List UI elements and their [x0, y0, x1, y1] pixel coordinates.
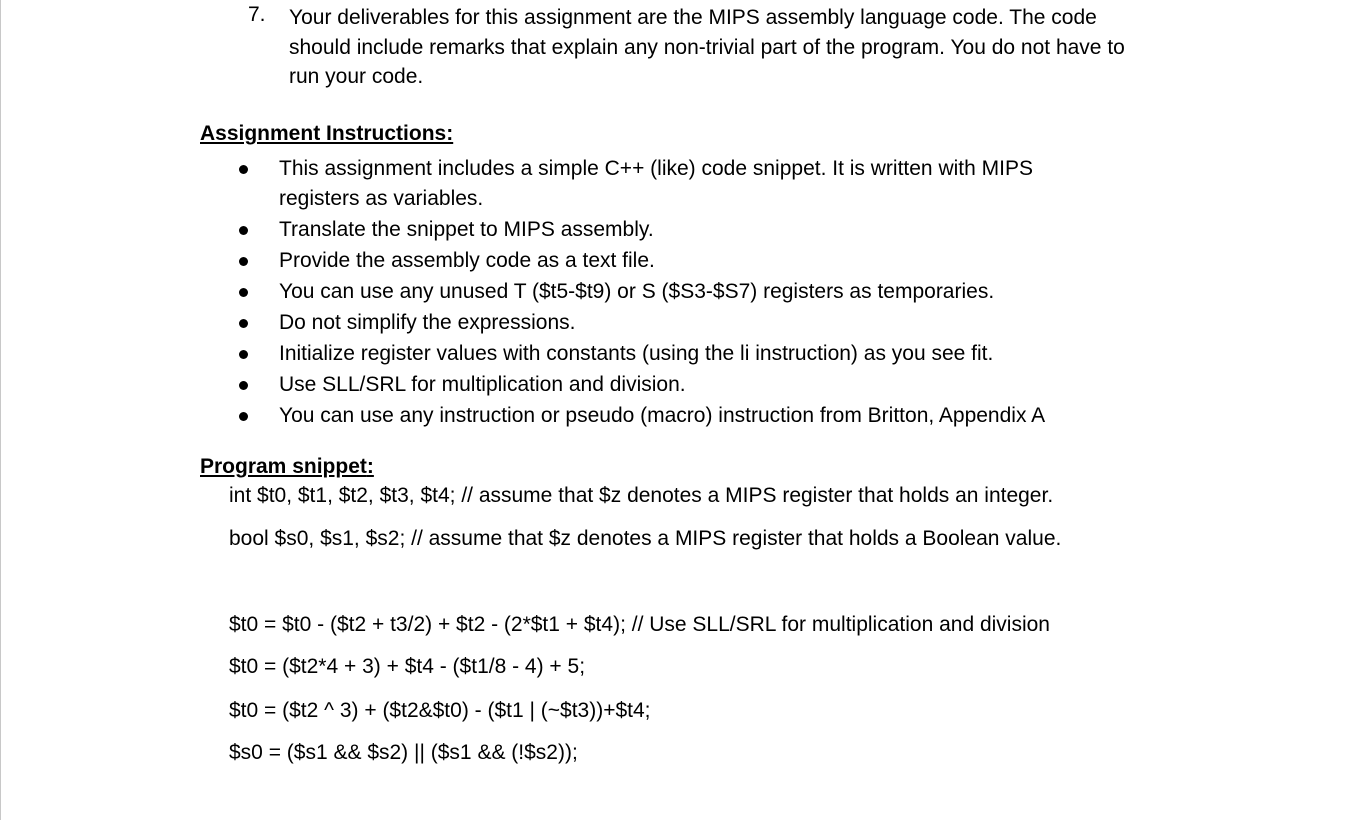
- instructions-list: [239, 154, 1119, 432]
- list-item-text: Initialize register values with constants (using the li instruction) as you see fit.: [279, 341, 994, 365]
- bullet-icon: [239, 257, 248, 266]
- code-line-expr-1: $t0 = $t0 - ($t2 + t3/2) + $t2 - (2*$t1 + $t4); // Use SLL/SRL for multiplication and division: [229, 613, 1050, 636]
- list-item: [239, 401, 1119, 431]
- code-line-expr-3: $t0 = ($t2 ^ 3) + ($t2&$t0) - ($t1 | (~$t3))+$t4;: [229, 699, 651, 722]
- program-snippet-heading-text: Program snippet: [200, 455, 367, 478]
- list-item: [239, 154, 1119, 213]
- list-item-text: This assignment includes a simple C++ (like) code snippet. It is written with MIPS registers as variables.: [279, 157, 1033, 210]
- list-item-text: Provide the assembly code as a text file.: [279, 248, 655, 272]
- list-item: [239, 246, 1119, 276]
- item-text: Your deliverables for this assignment are the MIPS assembly language code. The code should include remarks that explain any non-trivial part of the program. You do not have to run your code.: [289, 6, 1125, 88]
- list-item-text: Translate the snippet to MIPS assembly.: [279, 217, 654, 241]
- list-item: [239, 308, 1119, 338]
- heading-colon: :: [366, 455, 374, 478]
- code-line-bool-decl: bool $s0, $s1, $s2; // assume that $z denotes a MIPS register that holds a Boolean value.: [229, 527, 1062, 550]
- assignment-instructions-heading: Assignment Instructions:: [200, 122, 454, 145]
- code-line-expr-2: $t0 = ($t2*4 + 3) + $t4 - ($t1/8 - 4) + 5;: [229, 655, 586, 678]
- list-item-text: You can use any instruction or pseudo (macro) instruction from Britton, Appendix A: [279, 403, 1046, 427]
- bullet-icon: [239, 412, 248, 421]
- list-item-text: Do not simplify the expressions.: [279, 310, 576, 334]
- bullet-icon: [239, 350, 248, 359]
- list-item: [239, 339, 1119, 369]
- bullet-icon: [239, 165, 248, 174]
- bullet-icon: [239, 319, 248, 328]
- bullet-icon: [239, 288, 248, 297]
- bullet-icon: [239, 226, 248, 235]
- code-line-expr-4: $s0 = ($s1 && $s2) || ($s1 && (!$s2));: [229, 741, 578, 764]
- list-item: [239, 277, 1119, 307]
- list-item-text: You can use any unused T ($t5-$t9) or S ($S3-$S7) registers as temporaries.: [279, 279, 995, 303]
- item-number: 7.: [248, 3, 266, 26]
- list-item: [239, 215, 1119, 245]
- list-item: [239, 370, 1119, 400]
- bullet-icon: [239, 381, 248, 390]
- list-item-text: Use SLL/SRL for multiplication and division.: [279, 372, 686, 396]
- program-snippet-heading: [200, 455, 374, 479]
- code-line-int-decl: int $t0, $t1, $t2, $t3, $t4; // assume that $z denotes a MIPS register that holds an integer.: [229, 484, 1054, 507]
